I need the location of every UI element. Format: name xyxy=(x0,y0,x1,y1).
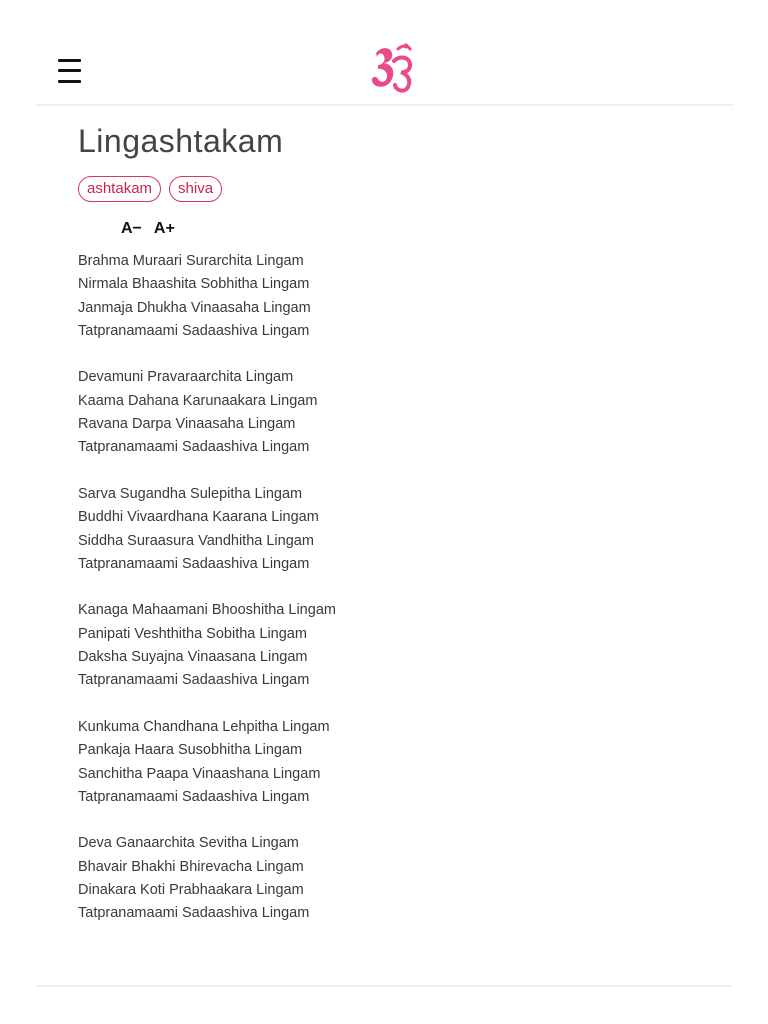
lyric-line: Janmaja Dhukha Vinaasaha Lingam xyxy=(78,299,311,316)
lyric-line: Deva Ganaarchita Sevitha Lingam xyxy=(78,835,299,852)
lyrics-body xyxy=(78,250,718,926)
verse-3 xyxy=(78,483,718,576)
font-decrease-button[interactable]: A− xyxy=(121,220,142,237)
lyric-line: Nirmala Bhaashita Sobhitha Lingam xyxy=(78,276,310,293)
hamburger-menu-icon[interactable] xyxy=(57,57,83,83)
lyric-line: Tatpranamaami Sadaashiva Lingam xyxy=(78,439,310,456)
footer-divider xyxy=(36,985,733,987)
lyric-line: Brahma Muraari Surarchita Lingam xyxy=(78,253,304,269)
lyric-line: Dinakara Koti Prabhaakara Lingam xyxy=(78,882,304,899)
verse-5 xyxy=(78,716,718,809)
lyric-line: Tatpranamaami Sadaashiva Lingam xyxy=(78,322,310,339)
menu-line xyxy=(58,80,81,83)
font-increase-button[interactable]: A+ xyxy=(153,220,175,237)
lyric-line: Sarva Sugandha Sulepitha Lingam xyxy=(78,485,303,502)
lyric-line: Buddhi Vivaardhana Kaarana Lingam xyxy=(78,509,319,526)
verse-1 xyxy=(78,250,718,343)
menu-line xyxy=(58,59,81,62)
lyric-line: Pankaja Haara Susobhitha Lingam xyxy=(78,742,303,759)
verse-2 xyxy=(78,366,718,459)
lyric-line: Tatpranamaami Sadaashiva Lingam xyxy=(78,555,310,572)
lyric-line: Kaama Dahana Karunaakara Lingam xyxy=(78,392,318,409)
lyric-line: Panipati Veshthitha Sobitha Lingam xyxy=(78,625,307,642)
tag-shiva[interactable]: shiva xyxy=(169,176,222,202)
lyric-line: Siddha Suraasura Vandhitha Lingam xyxy=(78,532,314,549)
tag-ashtakam[interactable]: ashtakam xyxy=(78,176,161,202)
lyric-line: Devamuni Pravaraarchita Lingam xyxy=(78,369,294,386)
lyric-line: Bhavair Bhakhi Bhirevacha Lingam xyxy=(78,858,304,875)
verse-6 xyxy=(78,832,718,925)
lyric-line: Daksha Suyajna Vinaasana Lingam xyxy=(78,649,308,666)
lyric-line: Tatpranamaami Sadaashiva Lingam xyxy=(78,788,310,805)
lyric-line: Kanaga Mahaamani Bhooshitha Lingam xyxy=(78,602,336,619)
lyric-line: Tatpranamaami Sadaashiva Lingam xyxy=(78,672,310,689)
lyric-line: Ravana Darpa Vinaasaha Lingam xyxy=(78,416,296,433)
top-header xyxy=(36,0,733,106)
lyric-line: Sanchitha Paapa Vinaashana Lingam xyxy=(78,765,321,782)
main-content xyxy=(78,120,718,949)
lyric-line: Kunkuma Chandhana Lehpitha Lingam xyxy=(78,718,330,735)
verse-4 xyxy=(78,599,718,692)
menu-line xyxy=(58,69,81,72)
lyric-line: Tatpranamaami Sadaashiva Lingam xyxy=(78,905,310,922)
font-size-controls xyxy=(121,220,718,238)
om-logo-icon[interactable] xyxy=(368,43,416,93)
tag-list xyxy=(78,176,718,202)
page-title: Lingashtakam xyxy=(78,123,284,159)
